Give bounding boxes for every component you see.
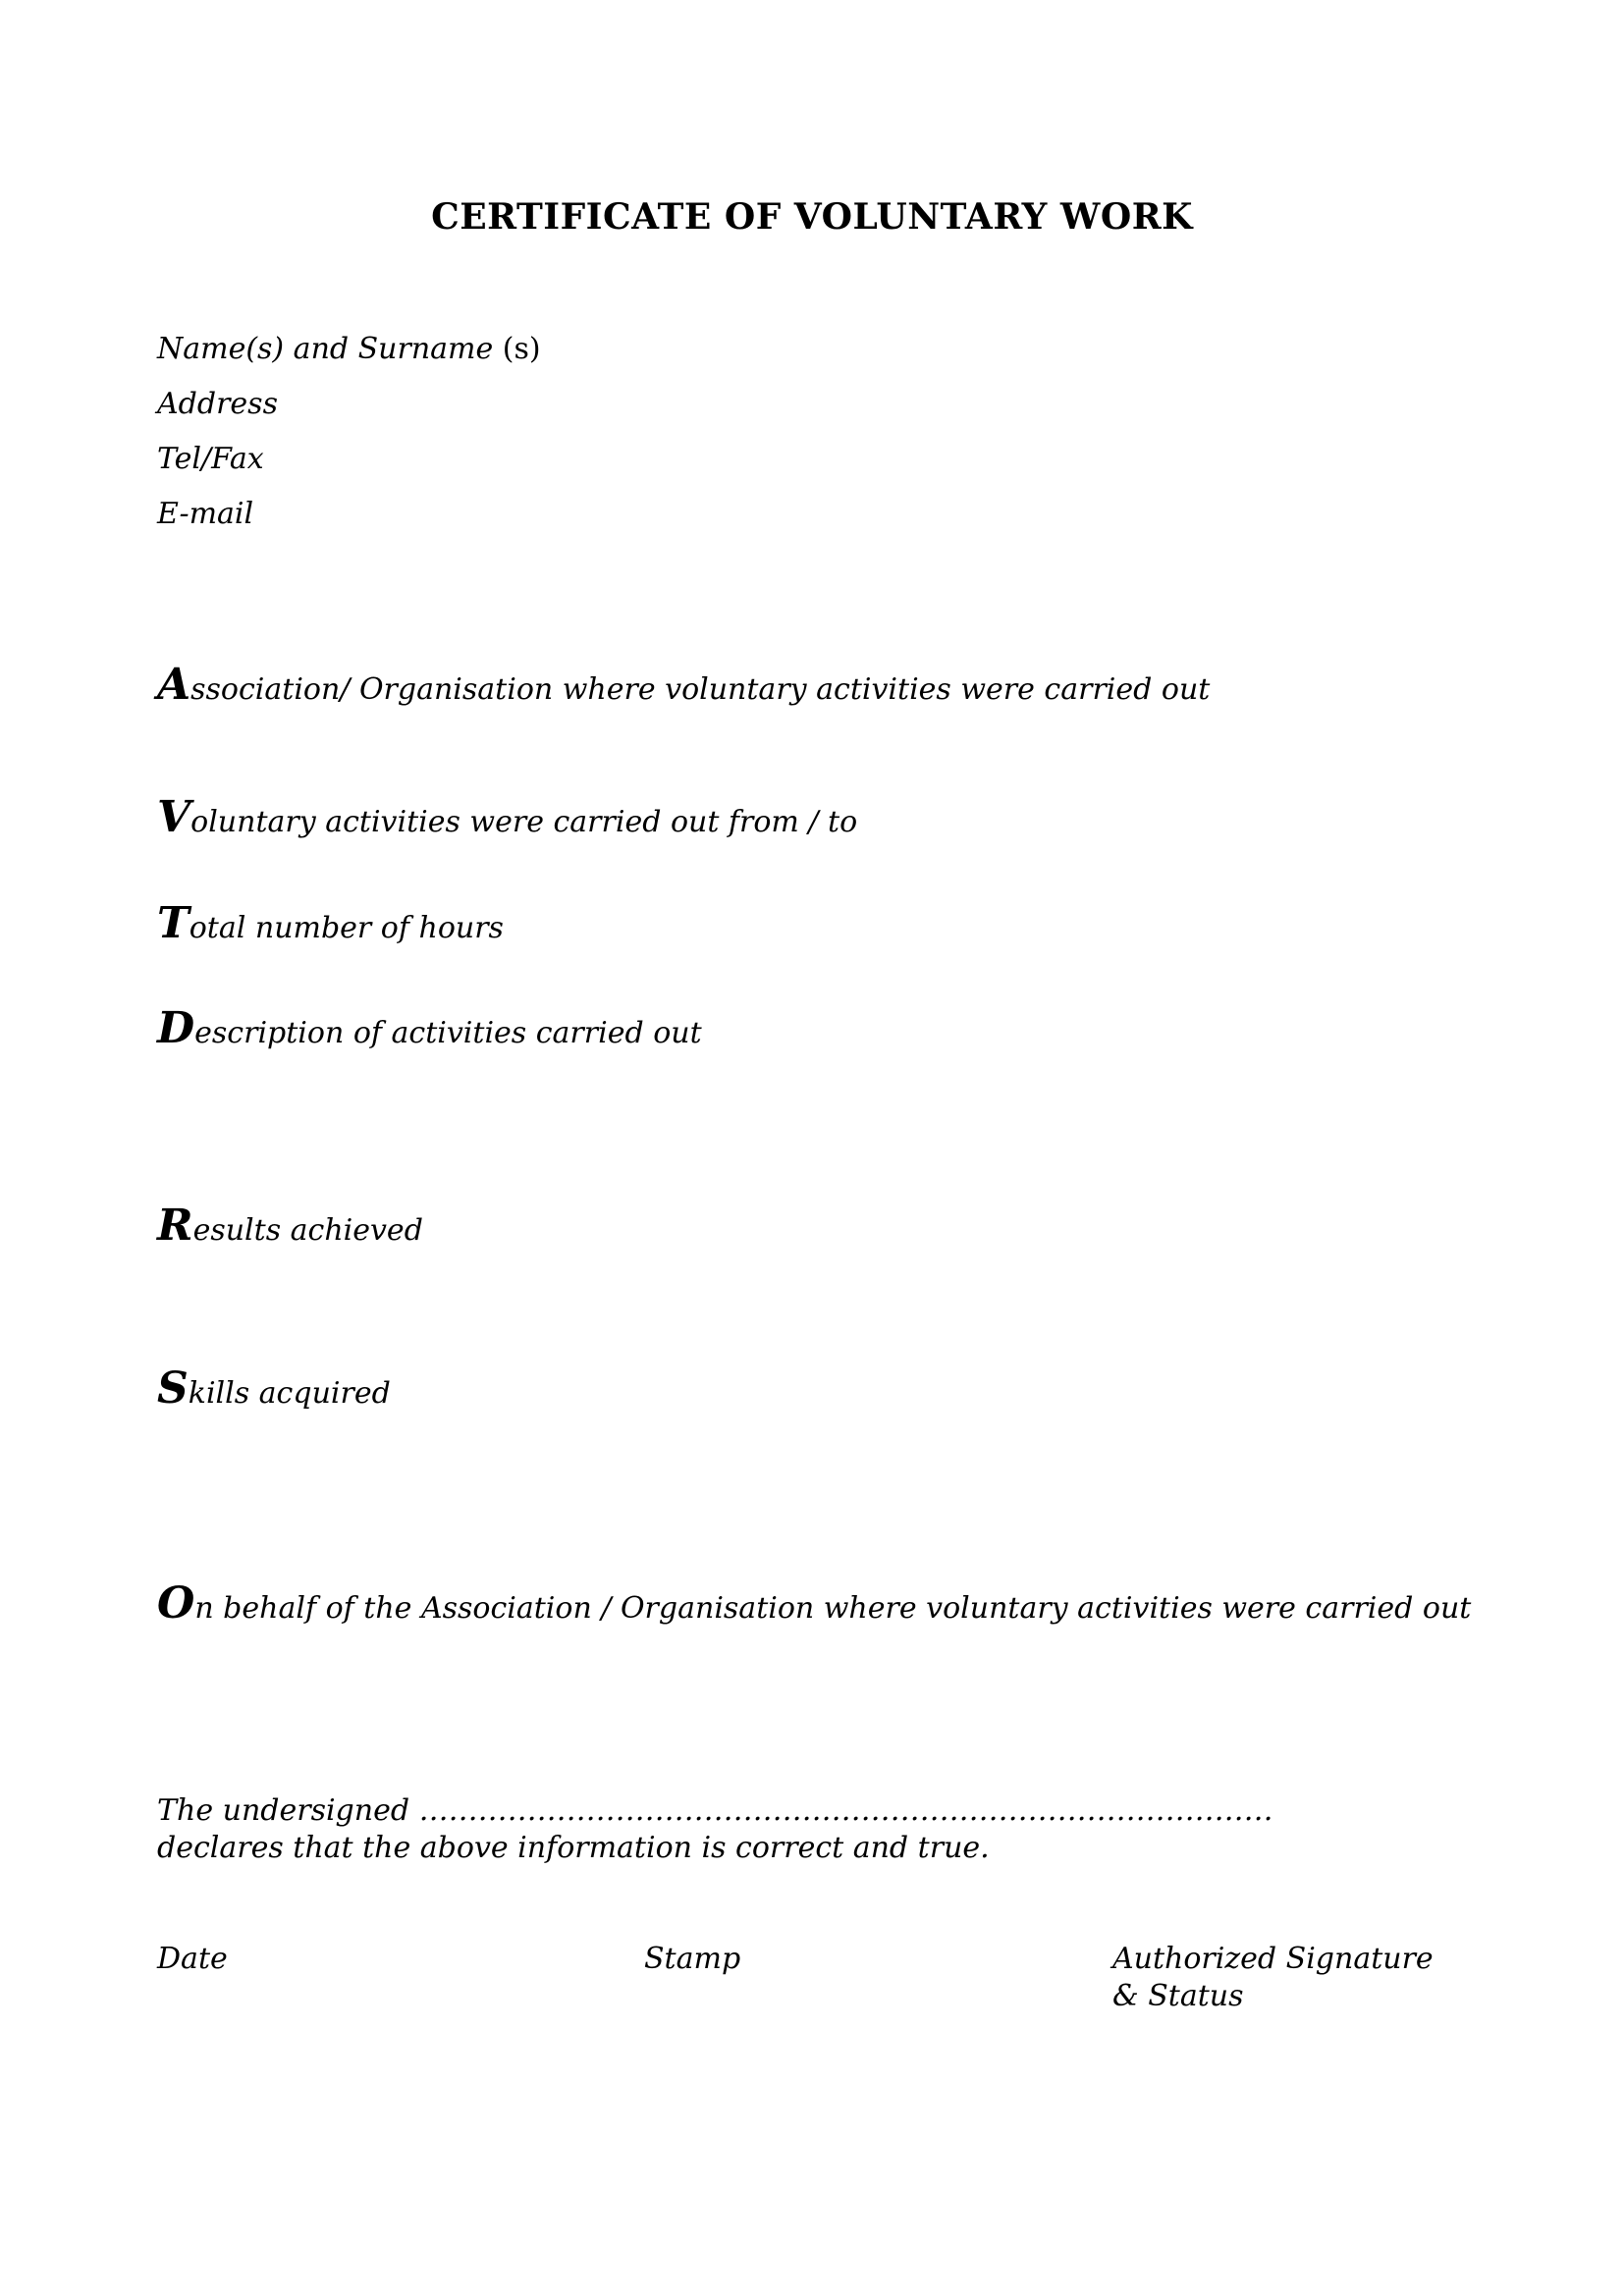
document-title: CERTIFICATE OF VOLUNTARY WORK [431,196,1193,238]
signature-label-line-1: Authorized Signature [1112,1942,1434,1976]
section-text: n behalf of the Association / Organisation where voluntary activities were carried out [194,1591,1472,1626]
signature-label-line-2: & Status [1112,1979,1244,2013]
telfax-label: Tel/Fax [157,442,264,476]
section-initial: T [157,898,189,948]
name-label-text: Name(s) and Surname [157,332,494,366]
declaration-line-2: declares that the above information is correct and true. [157,1831,990,1865]
section-on-behalf [157,1578,1471,1630]
declaration-line-1: The undersigned …………………………………………………………………………… [157,1793,1273,1828]
address-label: Address [157,387,278,421]
section-initial: O [157,1578,195,1629]
section-text: escription of activities carried out [194,1016,702,1050]
section-initial: D [157,1003,195,1053]
section-initial: S [157,1363,189,1414]
section-association [157,660,1210,712]
section-text: kills acquired [188,1376,391,1411]
section-text: otal number of hours [189,911,504,945]
date-label: Date [157,1942,228,1976]
section-total-hours [157,898,504,950]
section-description [157,1003,702,1055]
section-initial: A [157,660,191,710]
section-initial: R [157,1201,193,1251]
name-label-suffix: (s) [502,332,541,366]
section-skills [157,1363,391,1415]
stamp-label: Stamp [644,1942,741,1976]
section-text: esults achieved [192,1213,423,1248]
section-text: ssociation/ Organisation where voluntary activities were carried out [190,672,1211,707]
section-text: oluntary activities were carried out from / to [190,805,858,839]
section-voluntary-period [157,792,857,844]
name-surname-label [157,332,541,367]
email-label: E-mail [157,497,254,531]
section-initial: V [157,792,191,842]
section-results [157,1201,423,1253]
